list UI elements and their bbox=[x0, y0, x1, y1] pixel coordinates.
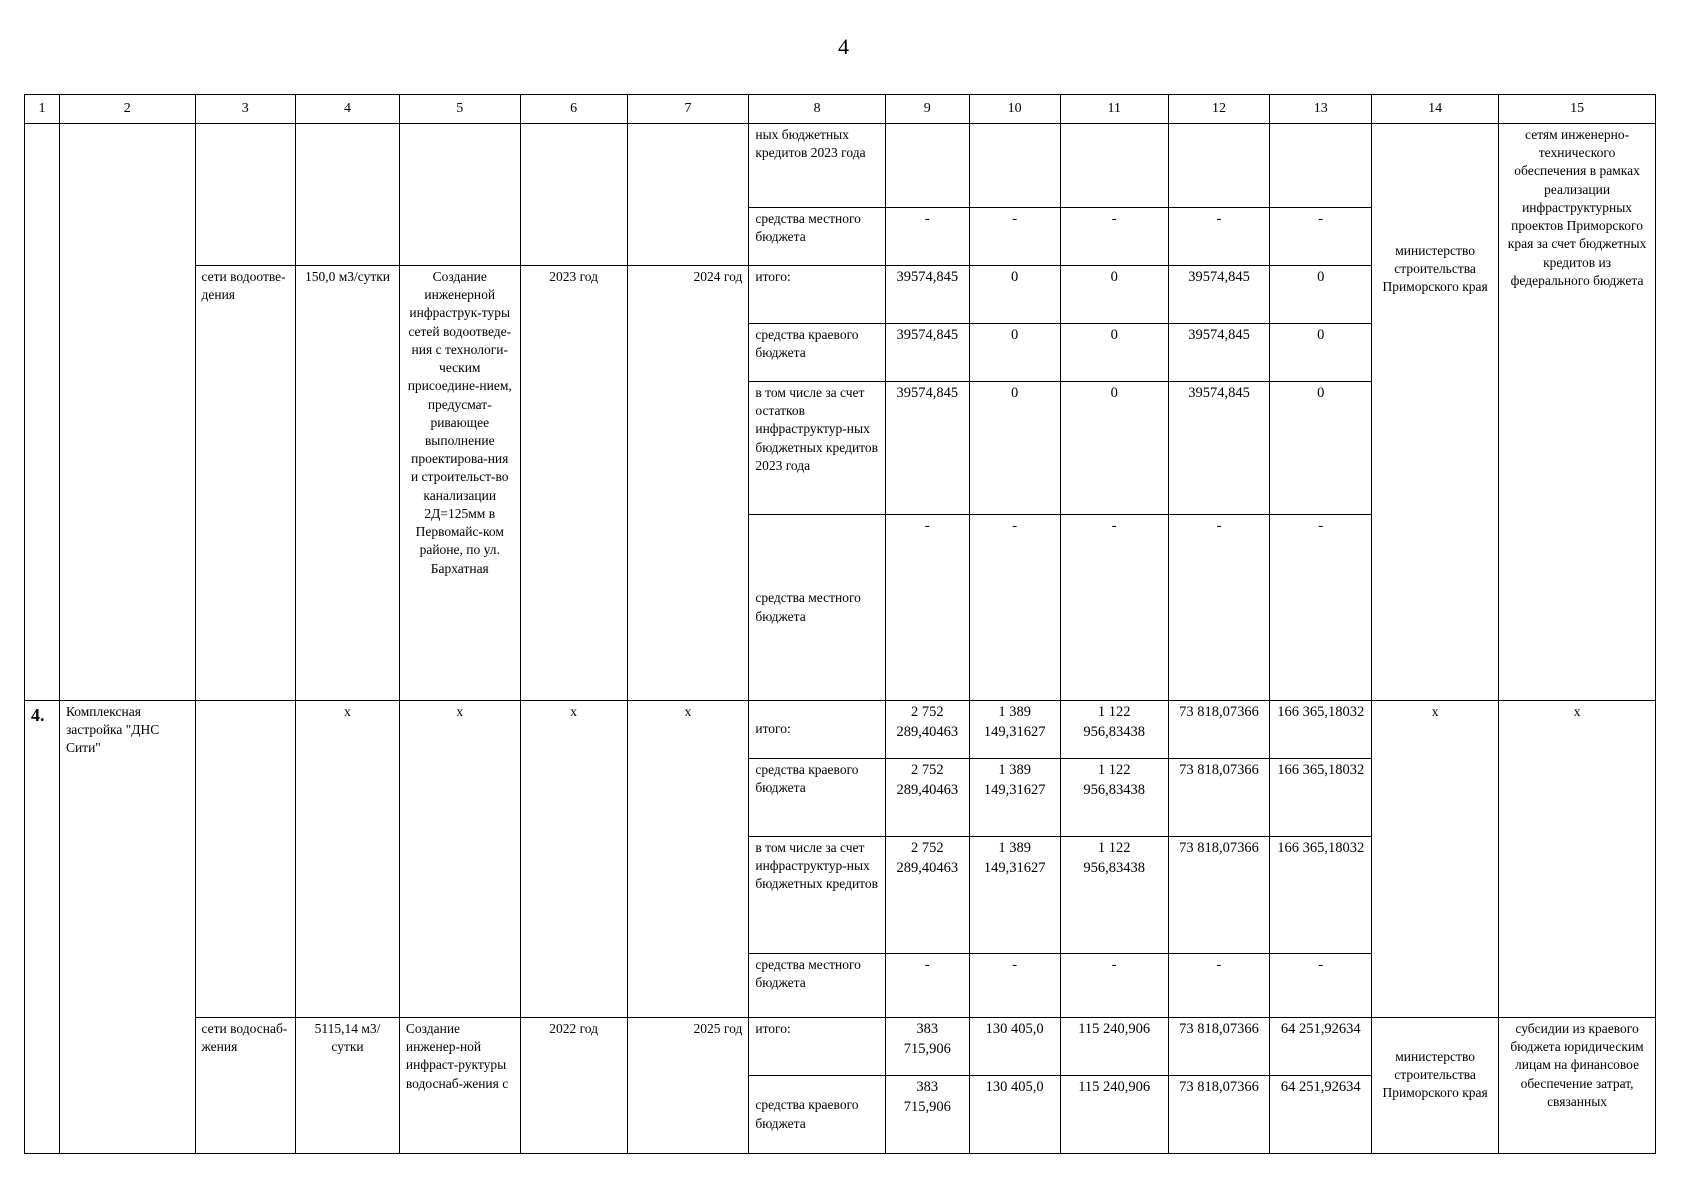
header-cell: 15 bbox=[1499, 95, 1656, 124]
funding-source-label: в том числе за счет остатков инфраструктур-ных бюджетных кредитов 2023 года bbox=[749, 382, 886, 515]
value-cell: 0 bbox=[969, 266, 1060, 324]
value-cell: 73 818,07366 bbox=[1168, 1076, 1270, 1154]
funding-source-label: итого: bbox=[749, 266, 886, 324]
value-cell: 166 365,18032 bbox=[1270, 837, 1372, 954]
cell-empty bbox=[296, 124, 400, 266]
x-mark: х bbox=[1372, 701, 1499, 1018]
value-cell: 115 240,906 bbox=[1060, 1018, 1168, 1076]
value-cell: 166 365,18032 bbox=[1270, 701, 1372, 759]
funding-source-label: итого: bbox=[749, 701, 886, 759]
header-cell: 11 bbox=[1060, 95, 1168, 124]
value-cell: 1 389 149,31627 bbox=[969, 701, 1060, 759]
value-cell: - bbox=[969, 954, 1060, 1018]
value-cell: 73 818,07366 bbox=[1168, 837, 1270, 954]
cell-name-empty bbox=[59, 124, 195, 701]
value-cell: 39574,845 bbox=[885, 324, 969, 382]
cell-num-empty bbox=[25, 124, 60, 701]
header-cell: 5 bbox=[399, 95, 520, 124]
value-cell: 0 bbox=[969, 382, 1060, 515]
table-row bbox=[25, 1018, 1656, 1076]
funding-source-label: средства местного бюджета bbox=[749, 954, 886, 1018]
project-description: Создание инженер-ной инфраст-руктуры водоснаб-жения с bbox=[399, 1018, 520, 1154]
item-name: Комплексная застройка "ДНС Сити" bbox=[59, 701, 195, 1154]
value-cell: - bbox=[1060, 515, 1168, 701]
funding-source-label: средства местного бюджета bbox=[749, 515, 886, 701]
column-number-row bbox=[25, 95, 1656, 124]
value-cell: 39574,845 bbox=[1168, 266, 1270, 324]
capacity: 150,0 м3/сутки bbox=[296, 266, 400, 701]
funding-source-label: средства краевого бюджета bbox=[749, 759, 886, 837]
funding-source-label: средства краевого бюджета bbox=[749, 1076, 886, 1154]
value-cell: - bbox=[969, 208, 1060, 266]
value-cell: 39574,845 bbox=[885, 382, 969, 515]
x-mark: х bbox=[1499, 701, 1656, 1018]
value-cell: 0 bbox=[969, 324, 1060, 382]
value-cell: 2 752 289,40463 bbox=[885, 759, 969, 837]
value-cell: 2 752 289,40463 bbox=[885, 837, 969, 954]
value-cell: 130 405,0 bbox=[969, 1076, 1060, 1154]
value-cell: 383 715,906 bbox=[885, 1076, 969, 1154]
value-cell: 130 405,0 bbox=[969, 1018, 1060, 1076]
value-cell: - bbox=[969, 515, 1060, 701]
value-cell: 39574,845 bbox=[1168, 382, 1270, 515]
value-cell: - bbox=[885, 208, 969, 266]
value-cell: 73 818,07366 bbox=[1168, 701, 1270, 759]
end-year: 2025 год bbox=[627, 1018, 749, 1154]
value-cell: 39574,845 bbox=[885, 266, 969, 324]
value-cell: 64 251,92634 bbox=[1270, 1076, 1372, 1154]
funding-purpose: субсидии из краевого бюджета юридическим лицам на финансовое обеспечение затрат, связанных bbox=[1499, 1018, 1656, 1154]
value-cell: 39574,845 bbox=[1168, 324, 1270, 382]
start-year: 2022 год bbox=[520, 1018, 627, 1154]
header-cell: 12 bbox=[1168, 95, 1270, 124]
value-cell: - bbox=[1060, 208, 1168, 266]
header-cell: 13 bbox=[1270, 95, 1372, 124]
x-mark: х bbox=[399, 701, 520, 1018]
cell-empty bbox=[520, 124, 627, 266]
value-cell: 1 122 956,83438 bbox=[1060, 837, 1168, 954]
value-cell: 0 bbox=[1270, 266, 1372, 324]
cell-empty bbox=[1270, 124, 1372, 208]
item-number: 4. bbox=[25, 701, 60, 1154]
value-cell: 1 389 149,31627 bbox=[969, 759, 1060, 837]
table-row bbox=[25, 701, 1656, 759]
x-mark: х bbox=[296, 701, 400, 1018]
value-cell: - bbox=[1168, 954, 1270, 1018]
responsible-ministry: министерство строительства Приморского края bbox=[1372, 1018, 1499, 1154]
value-cell: 1 122 956,83438 bbox=[1060, 701, 1168, 759]
cell-empty bbox=[399, 124, 520, 266]
value-cell: - bbox=[1168, 515, 1270, 701]
x-mark: х bbox=[520, 701, 627, 1018]
value-cell: 1 122 956,83438 bbox=[1060, 759, 1168, 837]
cell-empty bbox=[195, 701, 296, 1018]
end-year: 2024 год bbox=[627, 266, 749, 701]
header-cell: 6 bbox=[520, 95, 627, 124]
capacity: 5115,14 м3/сутки bbox=[296, 1018, 400, 1154]
funding-source-label: средства краевого бюджета bbox=[749, 324, 886, 382]
cell-empty bbox=[1060, 124, 1168, 208]
value-cell: - bbox=[885, 515, 969, 701]
value-cell: 0 bbox=[1060, 382, 1168, 515]
value-cell: 0 bbox=[1270, 324, 1372, 382]
header-cell: 8 bbox=[749, 95, 886, 124]
value-cell: 2 752 289,40463 bbox=[885, 701, 969, 759]
value-cell: 1 389 149,31627 bbox=[969, 837, 1060, 954]
value-cell: 0 bbox=[1270, 382, 1372, 515]
header-cell: 14 bbox=[1372, 95, 1499, 124]
cell-empty bbox=[195, 124, 296, 266]
page-number: 4 bbox=[838, 34, 849, 59]
funding-source-label: ных бюджетных кредитов 2023 года bbox=[749, 124, 886, 208]
cell-empty bbox=[885, 124, 969, 208]
value-cell: - bbox=[1270, 954, 1372, 1018]
funding-purpose: сетям инженерно-технического обеспечения в рамках реализации инфраструктурных проектов Приморского края за счет бюджетных кредитов из федерального бюджета bbox=[1499, 124, 1656, 701]
value-cell: 115 240,906 bbox=[1060, 1076, 1168, 1154]
value-cell: - bbox=[1168, 208, 1270, 266]
header-cell: 10 bbox=[969, 95, 1060, 124]
value-cell: 383 715,906 bbox=[885, 1018, 969, 1076]
value-cell: 73 818,07366 bbox=[1168, 1018, 1270, 1076]
header-cell: 3 bbox=[195, 95, 296, 124]
header-cell: 7 bbox=[627, 95, 749, 124]
funding-source-label: итого: bbox=[749, 1018, 886, 1076]
header-cell: 4 bbox=[296, 95, 400, 124]
header-cell: 9 bbox=[885, 95, 969, 124]
value-cell: - bbox=[1270, 208, 1372, 266]
value-cell: 0 bbox=[1060, 266, 1168, 324]
x-mark: х bbox=[627, 701, 749, 1018]
start-year: 2023 год bbox=[520, 266, 627, 701]
value-cell: - bbox=[1060, 954, 1168, 1018]
header-cell: 2 bbox=[59, 95, 195, 124]
cell-empty bbox=[969, 124, 1060, 208]
value-cell: 0 bbox=[1060, 324, 1168, 382]
cell-empty bbox=[627, 124, 749, 266]
project-description: Создание инженерной инфраструк-туры сетей водоотведе-ния с технологи-ческим присоедине-нием, предусмат-ривающее выполнение проектирова-ния и строительст-во канализации 2Д=125мм в Первомайс-ком районе, по ул. Бархатная bbox=[399, 266, 520, 701]
cell-empty bbox=[1168, 124, 1270, 208]
funding-source-label: средства местного бюджета bbox=[749, 208, 886, 266]
value-cell: - bbox=[1270, 515, 1372, 701]
value-cell: 166 365,18032 bbox=[1270, 759, 1372, 837]
funding-source-label: в том числе за счет инфраструктур-ных бюджетных кредитов bbox=[749, 837, 886, 954]
value-cell: - bbox=[885, 954, 969, 1018]
object-type: сети водоотве-дения bbox=[195, 266, 296, 701]
value-cell: 73 818,07366 bbox=[1168, 759, 1270, 837]
header-cell: 1 bbox=[25, 95, 60, 124]
value-cell: 64 251,92634 bbox=[1270, 1018, 1372, 1076]
table-row bbox=[25, 124, 1656, 208]
responsible-ministry: министерство строительства Приморского края bbox=[1372, 124, 1499, 701]
budget-table bbox=[24, 94, 1656, 1154]
object-type: сети водоснаб-жения bbox=[195, 1018, 296, 1154]
